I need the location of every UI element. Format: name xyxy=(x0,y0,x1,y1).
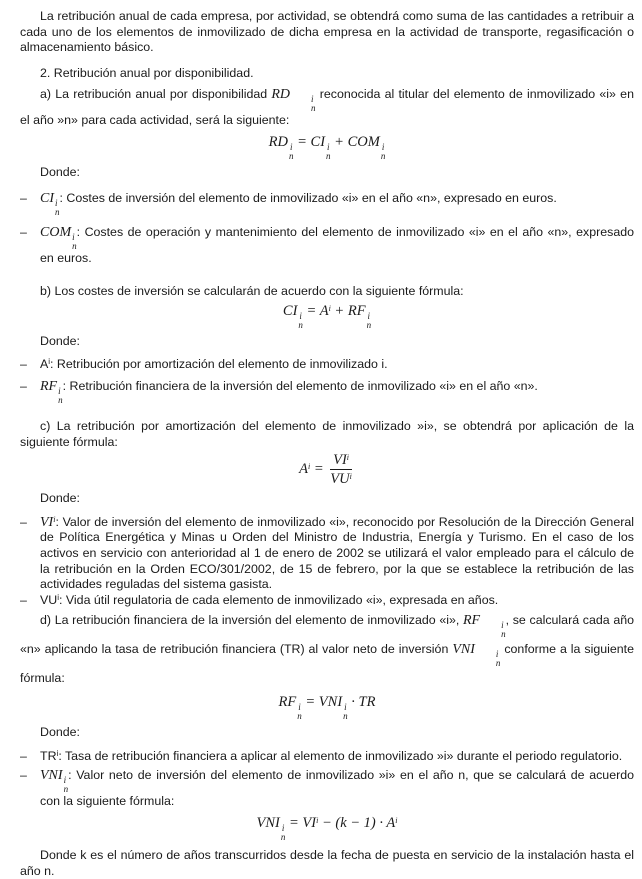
bullet-vi: – $VI^i$: Valor de inversión del elemento de inmovilizado «i», reconocido por Resolución de la Dirección General de Política Energética y Minas u Orden del Ministro de Industria, Energía y Turismo. En el caso de los activos en servicio con anterioridad al 1 de enero de 2002 se utilizará el valor empleado para el cálculo de la retribución en la Orden ECO/301/2002, de 15 de febrero, por la que se establece la retribución de las actividades reguladas del sistema gasista. xyxy=(20,514,634,592)
section-heading: 2. Retribución anual por disponibilidad. xyxy=(40,65,254,80)
bullet-tr: – $TR^i$: Tasa de retribución financiera a aplicar al elemento de inmovilizado »i» durante el periodo regulatorio. xyxy=(20,748,623,763)
equation-rd: RD i n = CI i n + COM i n xyxy=(268,133,386,161)
equation-a: $A^i$ = $\frac{VI^i}{VU^i}$ xyxy=(299,452,352,488)
paragraph-a-text-1: a) La retribución anual por disponibilidad xyxy=(40,87,268,102)
paragraph-k: Donde k es el número de años transcurridos desde la fecha de puesta en servicio de la instalación hasta el año n. xyxy=(20,848,634,878)
bullet-a: – $A^i$: Retribución por amortización del elemento de inmovilizado i. xyxy=(20,357,388,372)
intro-paragraph: La retribución anual de cada empresa, por actividad, se obtendrá como suma de las cantidades a retribuir a cada uno de los elementos de inmovilizado de dicha empresa en la actividad de transporte, regasificación o almacenamiento básico. xyxy=(20,9,634,55)
bullet-rf: – RF i n : Retribución financiera de la inversión del elemento de inmovilizado «i» en el año «n». xyxy=(20,378,538,405)
document-page xyxy=(20,9,634,879)
bullet-com: – COM i n : Costes de operación y mantenimiento del elemento de inmovilizado «i» en el año «n», expresado en euros. xyxy=(20,224,634,265)
paragraph-c: c) La retribución por amortización del elemento de inmovilizado »i», se obtendrá por aplicación de la siguiente fórmula: xyxy=(20,418,634,449)
bullet-ci: – CI i n : Costes de inversión del elemento de inmovilizado «i» en el año «n», expresado en euros. xyxy=(20,190,557,217)
donde-label: Donde: xyxy=(40,491,80,506)
equation-rf: RF i n = VNI i n · TR xyxy=(278,694,376,722)
equation-vni: VNI i n = $VI^i - (k - 1) \cdot A^i$ xyxy=(256,815,398,843)
donde-label: Donde: xyxy=(40,725,80,740)
paragraph-b: b) Los costes de inversión se calcularán de acuerdo con la siguiente fórmula: xyxy=(40,284,464,299)
rd-symbol: RD i n xyxy=(271,87,316,114)
bullet-vni: – VNI i n : Valor neto de inversión del elemento de inmovilizado »i» en el año n, que se calculará de acuerdo con la siguiente fórmula: xyxy=(20,768,634,809)
paragraph-d: d) La retribución financiera de la inversión del elemento de inmovilizado «i», RF i n , se calculará cada año «n» aplicando la tasa de retribución financiera (TR) al valor neto de inversión VNI i n conforme a la siguiente fórmula: xyxy=(20,613,634,686)
donde-label: Donde: xyxy=(40,333,80,348)
bullet-vu: – $VU^i$: Vida útil regulatoria de cada elemento de inmovilizado «i», expresada en años. xyxy=(20,592,499,607)
paragraph-a-text-2: reconocida al titular del elemento de inmovilizado «i» en el año »n» para cada actividad, será la siguiente: xyxy=(20,87,634,128)
donde-label: Donde: xyxy=(40,164,80,179)
paragraph-a xyxy=(20,87,634,129)
equation-ci: CI i n = $A^i$ + RF i n xyxy=(282,302,372,330)
